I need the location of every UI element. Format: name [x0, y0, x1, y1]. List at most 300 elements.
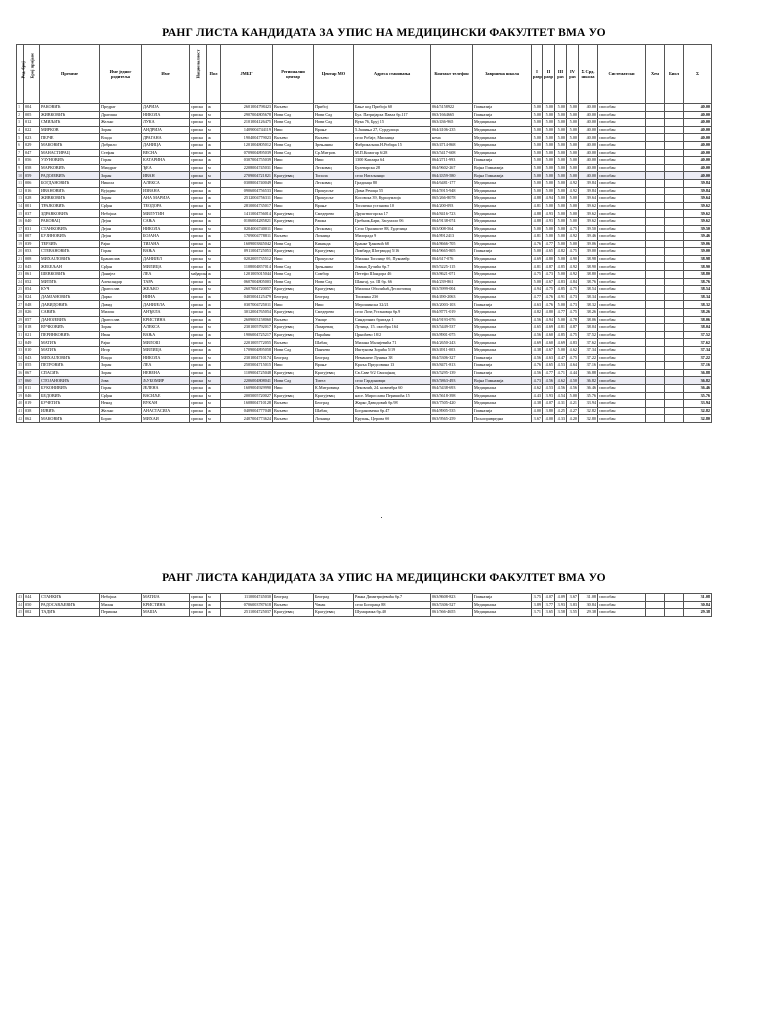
table-cell: способан: [598, 217, 646, 225]
table-cell: српска: [190, 240, 207, 248]
table-cell: 38.80: [684, 271, 712, 279]
table-cell: Друштвогорска 17: [354, 210, 431, 218]
table-cell: 5.00: [532, 172, 543, 180]
table-cell: м: [207, 324, 221, 332]
table-cell: 4.67: [543, 347, 555, 355]
table-cell: 40.00: [579, 119, 598, 127]
table-cell: способан: [598, 362, 646, 370]
header-region: Регионални центар: [273, 45, 314, 104]
table-cell: способан: [598, 255, 646, 263]
table-cell: 065/5225-115: [431, 263, 473, 271]
table-cell: Гимназија: [473, 104, 532, 112]
table-cell: 4.84: [567, 278, 579, 286]
table-cell: [665, 271, 684, 279]
table-cell: Гимназија: [473, 248, 532, 256]
table-cell: Рајко: [100, 339, 142, 347]
table-cell: 5.00: [543, 126, 555, 134]
table-cell: Медицинска: [473, 400, 532, 408]
table-cell: 0409004777048: [221, 407, 273, 415]
table-cell: Зоран: [100, 324, 142, 332]
table-cell: Крагујевац: [314, 369, 354, 377]
table-cell: Милорада 9: [354, 233, 431, 241]
table-cell: 055: [24, 362, 40, 370]
table-cell: 19: [18, 240, 23, 246]
table-cell: [646, 400, 665, 408]
table-cell: 4.75: [567, 331, 579, 339]
table-cell: 5: [17, 134, 24, 142]
table-cell: [665, 609, 684, 617]
table-cell: способан: [598, 164, 646, 172]
table-cell: 4.69: [532, 339, 543, 347]
table-cell: 4.94: [543, 316, 555, 324]
table-cell: БУЈИНОВИЋ: [40, 233, 100, 241]
table-cell: м: [207, 210, 221, 218]
table-cell: 9: [17, 164, 24, 172]
table-cell: 39.62: [684, 202, 712, 210]
table-cell: 4.53: [543, 384, 555, 392]
table-cell: Александар: [100, 278, 142, 286]
table-cell: Медицинска: [473, 339, 532, 347]
header-address: Адреса становања: [354, 45, 431, 104]
table-cell: 36.82: [579, 377, 598, 385]
table-row: [17, 271, 712, 279]
table-cell: 40.00: [684, 111, 712, 119]
table-cell: 064/5438-693: [431, 384, 473, 392]
table-cell: 4.81: [532, 233, 543, 241]
table-cell: способан: [598, 594, 646, 602]
table-cell: 15: [18, 210, 23, 216]
table-cell: 064/2711-993: [431, 157, 473, 165]
table-cell: 004: [24, 104, 40, 112]
table-cell: српска: [190, 609, 207, 617]
table-cell: способан: [598, 157, 646, 165]
table-cell: Лучица, 15. октобра 164: [354, 324, 431, 332]
table-cell: [646, 255, 665, 263]
table-cell: 4.75: [567, 354, 579, 362]
table-cell: ЂЕА: [142, 164, 190, 172]
table-cell: 39.06: [684, 240, 712, 248]
table-cell: 31: [18, 332, 23, 337]
table-cell: МИЛИЦА: [142, 263, 190, 271]
table-cell: српска: [190, 316, 207, 324]
table-cell: Ниш: [314, 301, 354, 309]
table-cell: Вука 76, Бруј 15: [354, 119, 431, 127]
table-cell: ВУКАН: [142, 400, 190, 408]
table-cell: способан: [598, 331, 646, 339]
table-cell: ж: [207, 233, 221, 241]
table-cell: 4.56: [567, 384, 579, 392]
table-cell: 1110004745030: [221, 594, 273, 602]
table-cell: Св.Саве 9/2 Свилајнац: [354, 369, 431, 377]
table-cell: Крагујевац: [273, 609, 314, 617]
table-cell: Крагујевац: [273, 392, 314, 400]
table-cell: 061/566-4655: [431, 609, 473, 617]
table-cell: Ломбард Шотрвадај 5/16: [354, 248, 431, 256]
header-phone: Контакт телефон: [431, 45, 473, 104]
table-cell: Нови Сад: [273, 141, 314, 149]
table-cell: 38.06: [579, 316, 598, 324]
table-cell: 5.00: [543, 157, 555, 165]
table-cell: 40.00: [579, 104, 598, 112]
table-cell: способан: [598, 354, 646, 362]
table-cell: [665, 301, 684, 309]
table-cell: 40.00: [684, 134, 712, 142]
table-cell: МАТИЋ: [40, 347, 100, 355]
table-cell: способан: [598, 263, 646, 271]
table-cell: Ниш: [273, 195, 314, 203]
table-cell: ЖИВКОВИЋ: [40, 111, 100, 119]
table-cell: 4.91: [555, 293, 567, 301]
table-row: [17, 316, 712, 324]
table-cell: Нови Сад: [273, 149, 314, 157]
table-cell: 38.34: [579, 293, 598, 301]
table-cell: Лековлић, 24. новембра 60: [354, 384, 431, 392]
table-cell: способан: [598, 407, 646, 415]
table-cell: Драгослав: [100, 286, 142, 294]
table-cell: српска: [190, 601, 207, 609]
table-cell: ж: [207, 347, 221, 355]
table-cell: [646, 263, 665, 271]
table-cell: 5.00: [555, 240, 567, 248]
table-cell: ж: [207, 240, 221, 248]
table-cell: 064/4359-580: [431, 172, 473, 180]
header-grade1: I разр: [532, 45, 543, 104]
table-cell: Перишка: [100, 609, 142, 617]
table-cell: српска: [190, 392, 207, 400]
table-cell: српска: [190, 293, 207, 301]
table-cell: АНА МАРИЈА: [142, 195, 190, 203]
table-cell: 1: [17, 104, 24, 112]
table-cell: м: [207, 255, 221, 263]
table-cell: 32.82: [579, 407, 598, 415]
table-cell: [665, 339, 684, 347]
table-cell: 1300 Каплара 64: [354, 157, 431, 165]
table-cell: 5.00: [543, 134, 555, 142]
table-cell: српска: [190, 369, 207, 377]
table-cell: БУКОНИВИЋ: [40, 384, 100, 392]
table-cell: Крагујевац: [273, 172, 314, 180]
table-cell: Зрењанин: [314, 141, 354, 149]
table-cell: 002: [24, 609, 40, 617]
table-cell: 044: [24, 594, 40, 602]
table-row: [17, 339, 712, 347]
table-cell: ЗДРАВКОВИЋ: [40, 210, 100, 218]
table-cell: 4.92: [567, 233, 579, 241]
table-cell: 4.85: [555, 331, 567, 339]
table-cell: 10: [18, 172, 23, 178]
table-cell: 36.88: [684, 369, 712, 377]
table-cell: [665, 248, 684, 256]
table-cell: 4.64: [567, 362, 579, 370]
table-cell: 5.00: [532, 149, 543, 157]
table-cell: Војна Гимназија: [473, 377, 532, 385]
table-cell: ж: [207, 278, 221, 286]
table-cell: 38.26: [684, 309, 712, 317]
table-cell: АНАСТАСИЈА: [142, 407, 190, 415]
table-cell: 4.82: [555, 248, 567, 256]
table-cell: 063/5449-537: [431, 324, 473, 332]
table-cell: 063/8621-071: [431, 271, 473, 279]
table-cell: ДАНИЈЕЛА: [142, 301, 190, 309]
table-cell: Крагујевац: [273, 324, 314, 332]
table-cell: МАКОВИЋ: [40, 141, 100, 149]
table-cell: Нови Сад: [273, 240, 314, 248]
table-cell: Нови Сад: [273, 278, 314, 286]
table-cell: Дејан: [100, 217, 142, 225]
table-cell: 25: [18, 286, 23, 292]
table-cell: 39.50: [579, 225, 598, 233]
table-cell: способан: [598, 309, 646, 317]
table-cell: Медицинска: [473, 309, 532, 317]
table-cell: 5.00: [543, 104, 555, 112]
table-cell: Нови Сад: [314, 111, 354, 119]
table-cell: 064/8666-705: [431, 240, 473, 248]
table-cell: Бул. Патријарха Павла бр.117: [354, 111, 431, 119]
table-cell: 063/9565-259: [431, 415, 473, 423]
table-cell: 019: [24, 400, 40, 408]
table-cell: Медицинска: [473, 202, 532, 210]
table-cell: ПЕРИНКОВИЋ: [40, 331, 100, 339]
table-cell: 1609003845042: [221, 240, 273, 248]
table-cell: 26: [18, 294, 23, 300]
table-cell: 059: [24, 172, 40, 180]
table-cell: СТОЈАНОВИЋ: [40, 377, 100, 385]
table-cell: [646, 172, 665, 180]
table-row: [17, 392, 712, 400]
table-cell: 40.00: [684, 164, 712, 172]
table-cell: Лесковац: [314, 164, 354, 172]
table-cell: 0307004725011: [221, 301, 273, 309]
table-cell: Рајко: [100, 240, 142, 248]
table-row: [17, 149, 712, 157]
table-cell: 4.56: [532, 354, 543, 362]
table-cell: насе. Мирослава Перишића 15: [354, 392, 431, 400]
table-cell: 37.52: [684, 331, 712, 339]
table-cell: способан: [598, 271, 646, 279]
table-cell: српска: [190, 195, 207, 203]
table-cell: Дома Речица 55: [354, 187, 431, 195]
table-cell: 5.00: [555, 157, 567, 165]
table-cell: српска: [190, 149, 207, 157]
table-cell: српска: [190, 164, 207, 172]
table-cell: Зрењанин: [314, 263, 354, 271]
table-cell: српска: [190, 354, 207, 362]
table-cell: 4.67: [543, 278, 555, 286]
table-cell: 064/200-093: [431, 202, 473, 210]
table-cell: Чачак: [314, 601, 354, 609]
table-cell: 40.00: [684, 172, 712, 180]
table-cell: [665, 331, 684, 339]
table-cell: м: [207, 119, 221, 127]
table-cell: 5.00: [532, 164, 543, 172]
table-cell: 1109004725048: [221, 369, 273, 377]
table-cell: 40.00: [579, 172, 598, 180]
table-cell: 4.20: [567, 415, 579, 423]
table-cell: Ниш: [273, 164, 314, 172]
table-cell: РАКОВИЋ: [40, 104, 100, 112]
table-cell: 008: [24, 255, 40, 263]
table-cell: способан: [598, 225, 646, 233]
table-cell: 32: [18, 339, 23, 345]
table-cell: српска: [190, 217, 207, 225]
table-cell: ТЕОДОРА: [142, 202, 190, 210]
table-cell: Панчево: [314, 347, 354, 355]
table-cell: 5.00: [543, 233, 555, 241]
table-cell: Сомбор: [314, 271, 354, 279]
table-cell: 5.00: [543, 179, 555, 187]
table-cell: Прокупље: [314, 187, 354, 195]
table-cell: 17: [18, 225, 23, 231]
table-cell: Бање код Прибоја 60: [354, 104, 431, 112]
table-cell: Ниш: [273, 179, 314, 187]
table-cell: способан: [598, 141, 646, 149]
table-row: [17, 164, 712, 172]
table-cell: Медицинска: [473, 187, 532, 195]
table-cell: способан: [598, 392, 646, 400]
table-cell: НИКОЛА: [142, 354, 190, 362]
table-cell: српска: [190, 119, 207, 127]
table-cell: 063/8608-823: [431, 594, 473, 602]
table-cell: 063/5417-608: [431, 149, 473, 157]
table-row: [17, 233, 712, 241]
table-cell: 4.63: [543, 354, 555, 362]
table-cell: 40.00: [684, 149, 712, 157]
table-cell: 41: [18, 407, 23, 413]
table-cell: способан: [598, 111, 646, 119]
table-cell: 4.38: [532, 400, 543, 408]
table-cell: Горан: [100, 384, 142, 392]
table-row: [17, 347, 712, 355]
table-cell: ж: [207, 301, 221, 309]
table-cell: 3.93: [543, 392, 555, 400]
table-cell: 5.00: [567, 217, 579, 225]
table-cell: 38.54: [684, 286, 712, 294]
table-row: [17, 134, 712, 142]
table-cell: [665, 149, 684, 157]
ranking-table-continued: [16, 593, 712, 617]
table-cell: Крагујевац: [273, 369, 314, 377]
header-sex: Пол: [207, 45, 221, 104]
table-cell: ж: [207, 369, 221, 377]
table-cell: 4.73: [567, 293, 579, 301]
table-cell: ж: [207, 149, 221, 157]
table-cell: 0106004285821: [221, 217, 273, 225]
table-cell: Иван: [100, 331, 142, 339]
table-cell: српска: [190, 377, 207, 385]
table-cell: 2609003158060: [221, 316, 273, 324]
header-application: Број пријаве: [24, 45, 40, 104]
table-row: [17, 286, 712, 294]
table-cell: 3.55: [567, 609, 579, 617]
table-cell: Ниш: [273, 202, 314, 210]
table-cell: Медицинска: [473, 255, 532, 263]
table-cell: 1411004756014: [221, 210, 273, 218]
table-cell: [665, 316, 684, 324]
table-cell: [665, 369, 684, 377]
table-row: [17, 157, 712, 165]
table-cell: 5.00: [532, 187, 543, 195]
table-cell: 37: [18, 377, 23, 383]
table-cell: 4.90: [567, 255, 579, 263]
table-cell: Ваљево: [273, 407, 314, 415]
table-cell: ж: [207, 384, 221, 392]
table-cell: [646, 164, 665, 172]
header-average: Σ Срд. школа: [579, 45, 598, 104]
table-cell: 4.73: [532, 377, 543, 385]
table-cell: 5.00: [567, 172, 579, 180]
table-cell: 6: [17, 141, 24, 149]
table-cell: 4.92: [567, 271, 579, 279]
table-cell: СТЕВАНОВИЋ: [40, 248, 100, 256]
table-cell: 37.62: [684, 339, 712, 347]
table-cell: Топличка установа 10: [354, 202, 431, 210]
table-cell: Иштунова Зорића 5/19: [354, 347, 431, 355]
table-cell: 060: [24, 377, 40, 385]
table-cell: 45: [18, 609, 23, 615]
table-cell: 5.00: [555, 164, 567, 172]
table-cell: Нови Сад: [273, 347, 314, 355]
table-cell: ЛЕА: [142, 362, 190, 370]
table-cell: српска: [190, 111, 207, 119]
table-cell: МИХАЈЛОВИЋ: [40, 255, 100, 263]
table-cell: 5.00: [567, 134, 579, 142]
table-cell: 065/266-8078: [431, 195, 473, 203]
table-cell: 40.00: [684, 157, 712, 165]
table-row: [17, 293, 712, 301]
table-cell: м: [207, 339, 221, 347]
table-cell: [665, 233, 684, 241]
table-cell: 064/5915-948: [431, 187, 473, 195]
table-cell: 4.77: [532, 293, 543, 301]
table-cell: 064/5306-327: [431, 354, 473, 362]
table-cell: 063/7505-420: [431, 400, 473, 408]
table-row: [17, 324, 712, 332]
table-cell: 4.78: [567, 316, 579, 324]
table-cell: [646, 210, 665, 218]
table-cell: м: [207, 354, 221, 362]
table-cell: 029: [24, 141, 40, 149]
table-cell: српска: [190, 339, 207, 347]
table-cell: 4.56: [543, 377, 555, 385]
table-cell: МИЛОШ: [142, 339, 190, 347]
table-cell: [665, 392, 684, 400]
table-cell: [646, 104, 665, 112]
table-cell: српска: [190, 126, 207, 134]
table-cell: српска: [190, 210, 207, 218]
table-cell: Жељко: [100, 119, 142, 127]
table-cell: способан: [598, 179, 646, 187]
table-cell: 057: [24, 316, 40, 324]
table-cell: Ниш: [273, 187, 314, 195]
table-cell: 4.76: [532, 362, 543, 370]
table-cell: ж: [207, 601, 221, 609]
table-cell: Синдичних бригада 1: [354, 316, 431, 324]
table-cell: 064/9602-267: [431, 164, 473, 172]
table-cell: [665, 384, 684, 392]
table-cell: 4.65: [543, 362, 555, 370]
table-cell: Прокупље: [314, 255, 354, 263]
table-cell: [646, 407, 665, 415]
table-cell: Кикинда: [314, 240, 354, 248]
table-cell: 4.77: [543, 240, 555, 248]
table-cell: [665, 111, 684, 119]
table-cell: Медицинска: [473, 119, 532, 127]
header-chemistry: Хем: [646, 45, 665, 104]
table-cell: Крагујевац: [273, 331, 314, 339]
table-cell: 064/9138-074: [431, 217, 473, 225]
table-cell: Тошинка 23б: [354, 293, 431, 301]
table-cell: 006: [24, 179, 40, 187]
